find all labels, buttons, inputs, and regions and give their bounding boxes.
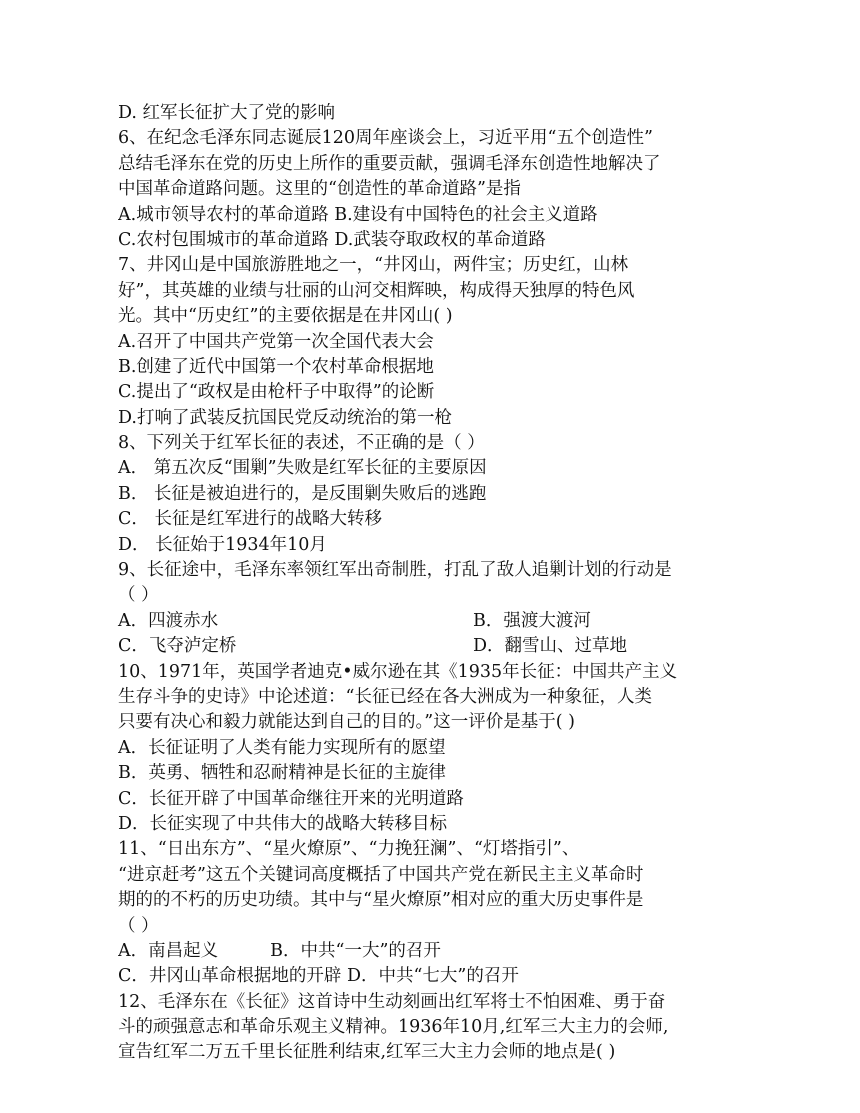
q11-option-b: B．中共“一大”的召开	[270, 940, 441, 961]
q11-option-a: A．南昌起义	[118, 940, 219, 961]
q7-stem-line-1: 7、井冈山是中国旅游胜地之一，“井冈山，两件宝；历史红，山林	[118, 255, 629, 276]
q9-option-d: D．翻雪山、过草地	[473, 636, 628, 657]
q10-option-c: C．长征开辟了中国革命继往开来的光明道路	[118, 788, 464, 809]
q11-stem-line-2: “进京赶考”这五个关键词高度概括了中国共产党在新民主主义革命时	[118, 864, 644, 885]
q8-option-b: B． 长征是被迫进行的，是反围剿失败后的逃跑	[118, 483, 487, 504]
q11-stem-line-4: （ ）	[118, 915, 159, 936]
q9-option-c: C．飞夺泸定桥	[118, 636, 237, 657]
q12-stem-line-3: 宣告红军二万五千里长征胜利结束,红军三大主力会师的地点是( )	[118, 1042, 616, 1063]
q9-stem-line-2: （ ）	[118, 585, 159, 606]
q6-stem-line-1: 6、在纪念毛泽东同志诞辰120周年座谈会上，习近平用“五个创造性”	[118, 128, 653, 149]
q10-stem-line-3: 只要有决心和毅力就能达到自己的目的。”这一评价是基于( )	[118, 712, 575, 733]
q5-option-d: D. 红军长征扩大了党的影响	[118, 103, 336, 123]
q12-stem-line-1: 12、毛泽东在《长征》这首诗中生动刻画出红军将士不怕困难、勇于奋	[118, 991, 666, 1012]
q6-stem-line-2: 总结毛泽东在党的历史上所作的重要贡献，强调毛泽东创造性地解决了	[118, 153, 661, 174]
q6-stem-line-3: 中国革命道路问题。这里的“创造性的革命道路”是指	[118, 179, 521, 200]
q10-option-d: D．长征实现了中共伟大的战略大转移目标	[118, 813, 448, 834]
q10-option-b: B．英勇、牺牲和忍耐精神是长征的主旋律	[118, 763, 446, 784]
q7-stem-line-2: 好”，其英雄的业绩与壮丽的山河交相辉映，构成得天独厚的特色风	[118, 280, 635, 301]
q7-option-d: D.打响了武装反抗国民党反动统治的第一枪	[118, 407, 452, 428]
q7-stem-line-3: 光。其中“历史红”的主要依据是在井冈山( )	[118, 306, 453, 327]
q9-options-row-1	[118, 609, 748, 634]
q12-stem-line-2: 斗的顽强意志和革命乐观主义精神。1936年10月,红军三大主力的会师,	[118, 1017, 669, 1038]
q7-option-a: A.召开了中国共产党第一次全国代表大会	[118, 331, 434, 352]
q9-option-b: B．强渡大渡河	[473, 610, 591, 631]
q11-options-row-1	[118, 939, 748, 964]
q6-options-row-2: C.农村包围城市的革命道路 D.武装夺取政权的革命道路	[118, 229, 546, 250]
q8-option-d: D． 长征始于1934年10月	[118, 534, 327, 555]
q6-options-row-1: A.城市领导农村的革命道路 B.建设有中国特色的社会主义道路	[118, 204, 598, 225]
exam-page	[118, 101, 748, 1066]
q10-option-a: A．长征证明了人类有能力实现所有的愿望	[118, 737, 446, 758]
q9-options-row-2	[118, 634, 748, 659]
q11-options-row-2: C．井冈山革命根据地的开辟 D．中共“七大”的召开	[118, 966, 519, 987]
q10-stem-line-2: 生存斗争的史诗》中论述道：“长征已经在各大洲成为一种象征，人类	[118, 686, 652, 707]
q8-option-c: C． 长征是红军进行的战略大转移	[118, 509, 382, 530]
q8-stem: 8、下列关于红军长征的表述，不正确的是（ ）	[118, 433, 485, 454]
q11-stem-line-1: 11、“日出东方”、“星火燎原”、“力挽狂澜”、“灯塔指引”、	[118, 839, 580, 860]
q9-option-a: A．四渡赤水	[118, 610, 219, 631]
q8-option-a: A． 第五次反“围剿”失败是红军长征的主要原因	[118, 458, 487, 479]
q9-stem-line-1: 9、长征途中，毛泽东率领红军出奇制胜，打乱了敌人追剿计划的行动是	[118, 560, 672, 581]
q7-option-b: B.创建了近代中国第一个农村革命根据地	[118, 356, 434, 377]
q10-stem-line-1: 10、1971年，英国学者迪克•威尔逊在其《1935年长征：中国共产主义	[118, 661, 678, 682]
q7-option-c: C.提出了“政权是由枪杆子中取得”的论断	[118, 382, 435, 403]
q11-stem-line-3: 期的的不朽的历史功绩。其中与“星火燎原”相对应的重大历史事件是	[118, 890, 644, 911]
